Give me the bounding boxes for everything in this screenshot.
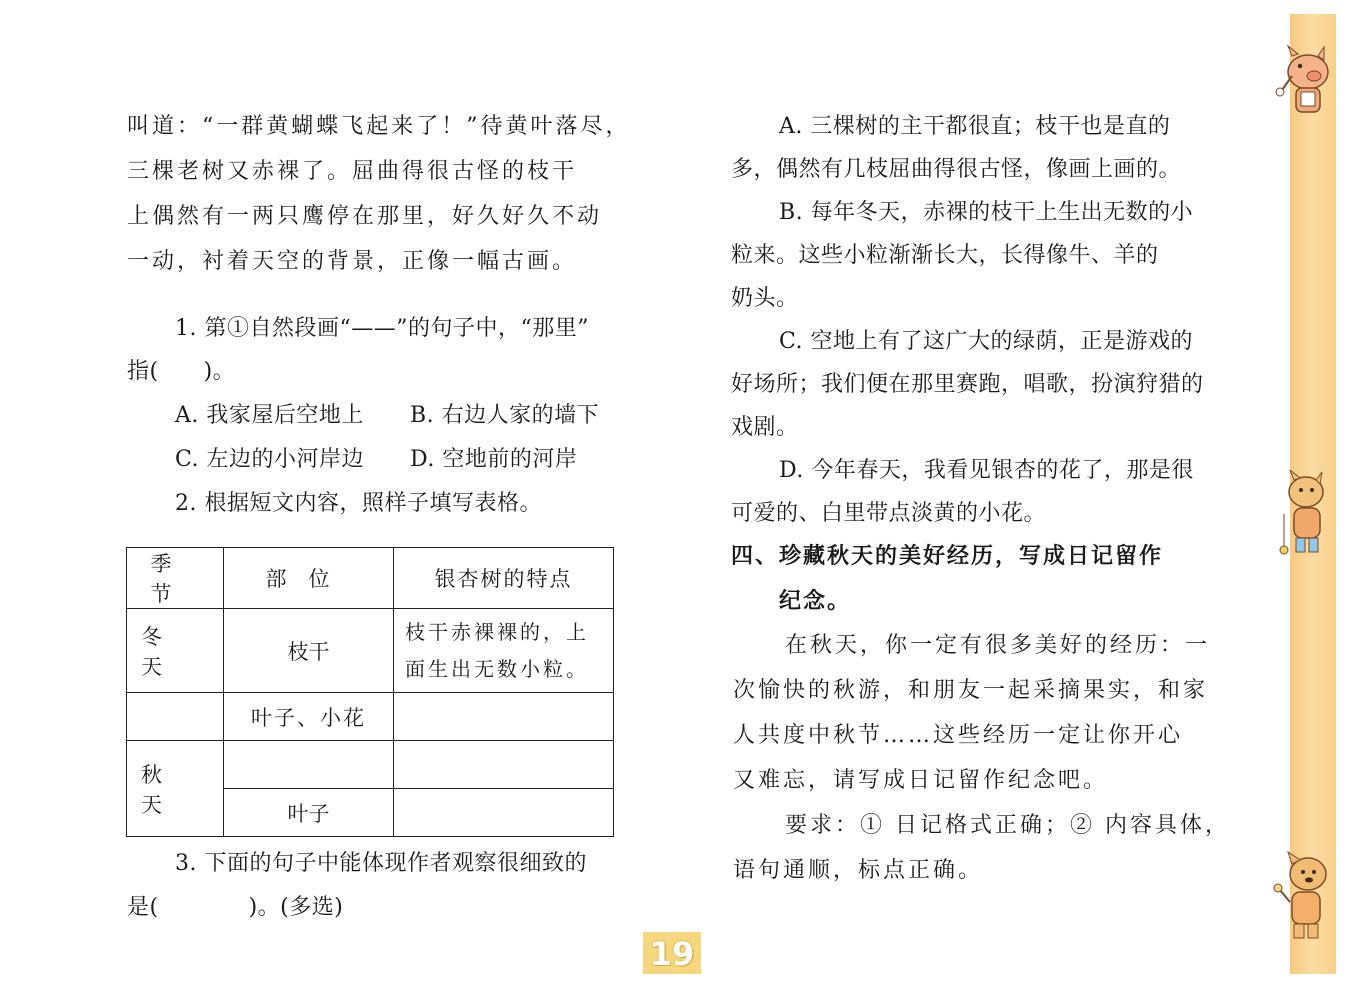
page-number: 19 bbox=[643, 932, 701, 974]
season-winter-cell: 冬天 bbox=[127, 609, 224, 693]
table-header-feature: 银杏树的特点 bbox=[394, 548, 614, 609]
option-b-line: B. 每年冬天，赤裸的枝干上生出无数的小 bbox=[779, 200, 1194, 225]
option-a-line: 多，偶然有几枝屈曲得很古怪，像画上画的。 bbox=[731, 157, 1182, 182]
question-3-text: 3. 下面的句子中能体现作者观察很细致的 bbox=[175, 851, 587, 876]
option-a-line: A. 三棵树的主干都很直；枝干也是直的 bbox=[779, 114, 1171, 139]
option-d-line: D. 今年春天，我看见银杏的花了，那是很 bbox=[779, 458, 1194, 483]
question-2-text: 2. 根据短文内容，照样子填写表格。 bbox=[175, 491, 542, 516]
table-header-part: 部位 bbox=[224, 548, 394, 609]
feature-blank-cell[interactable] bbox=[394, 693, 614, 741]
prompt-line: 又难忘，请写成日记留作纪念吧。 bbox=[733, 768, 1109, 793]
prompt-line: 人共度中秋节……这些经历一定让你开心 bbox=[733, 723, 1184, 748]
option-c: C. 左边的小河岸边 bbox=[175, 447, 365, 472]
feature-blank-cell[interactable] bbox=[394, 741, 614, 789]
option-c-line: 戏剧。 bbox=[731, 415, 799, 440]
passage-line: 叫道：“一群黄蝴蝶飞起来了！”待黄叶落尽， bbox=[127, 114, 631, 139]
option-a: A. 我家屋后空地上 bbox=[175, 403, 364, 428]
part-cell: 叶子、小花 bbox=[224, 693, 394, 741]
option-c-line: C. 空地上有了这广大的绿荫，正是游戏的 bbox=[779, 329, 1194, 354]
dog-mascot-icon bbox=[1268, 850, 1332, 946]
option-d: D. 空地前的河岸 bbox=[410, 447, 578, 472]
season-empty-cell bbox=[127, 693, 224, 741]
pig-chef-mascot-icon bbox=[1268, 42, 1332, 118]
part-cell: 枝干 bbox=[224, 609, 394, 693]
prompt-line: 在秋天，你一定有很多美好的经历：一 bbox=[785, 633, 1211, 658]
passage-line: 三棵老树又赤裸了。屈曲得很古怪的枝干 bbox=[127, 159, 578, 184]
section-heading: 四、珍藏秋天的美好经历，写成日记留作 bbox=[731, 544, 1164, 569]
question-1-answer-blank: 指( )。 bbox=[127, 359, 236, 384]
fox-yoyo-mascot-icon bbox=[1268, 470, 1332, 560]
passage-line: 一动，衬着天空的背景，正像一幅古画。 bbox=[127, 249, 578, 274]
prompt-line: 次愉快的秋游，和朋友一起采摘果实，和家 bbox=[733, 678, 1209, 703]
table-header-season: 季节 bbox=[127, 548, 224, 609]
option-d-line: 可爱的、白里带点淡黄的小花。 bbox=[731, 501, 1047, 526]
option-b-line: 粒来。这些小粒渐渐长大，长得像牛、羊的 bbox=[731, 243, 1159, 268]
feature-cell: 枝干赤裸裸的，上 面生出无数小粒。 bbox=[394, 609, 614, 693]
ginkgo-feature-table bbox=[126, 547, 614, 837]
section-heading: 纪念。 bbox=[779, 589, 852, 614]
question-1-text: 1. 第①自然段画“——”的句子中，“那里” bbox=[175, 316, 589, 341]
passage-line: 上偶然有一两只鹰停在那里，好久好久不动 bbox=[127, 204, 603, 229]
question-3-answer-blank: 是( )。(多选) bbox=[127, 895, 344, 920]
requirement-line: 语句通顺，标点正确。 bbox=[733, 858, 984, 883]
option-b-line: 奶头。 bbox=[731, 286, 799, 311]
requirement-line: 要求：① 日记格式正确；② 内容具体， bbox=[785, 813, 1230, 838]
feature-blank-cell[interactable] bbox=[394, 789, 614, 837]
season-autumn-cell: 秋天 bbox=[127, 741, 224, 837]
part-cell: 叶子 bbox=[224, 789, 394, 837]
part-blank-cell[interactable] bbox=[224, 741, 394, 789]
option-b: B. 右边人家的墙下 bbox=[410, 403, 600, 428]
option-c-line: 好场所；我们便在那里赛跑，唱歌，扮演狩猎的 bbox=[731, 372, 1204, 397]
